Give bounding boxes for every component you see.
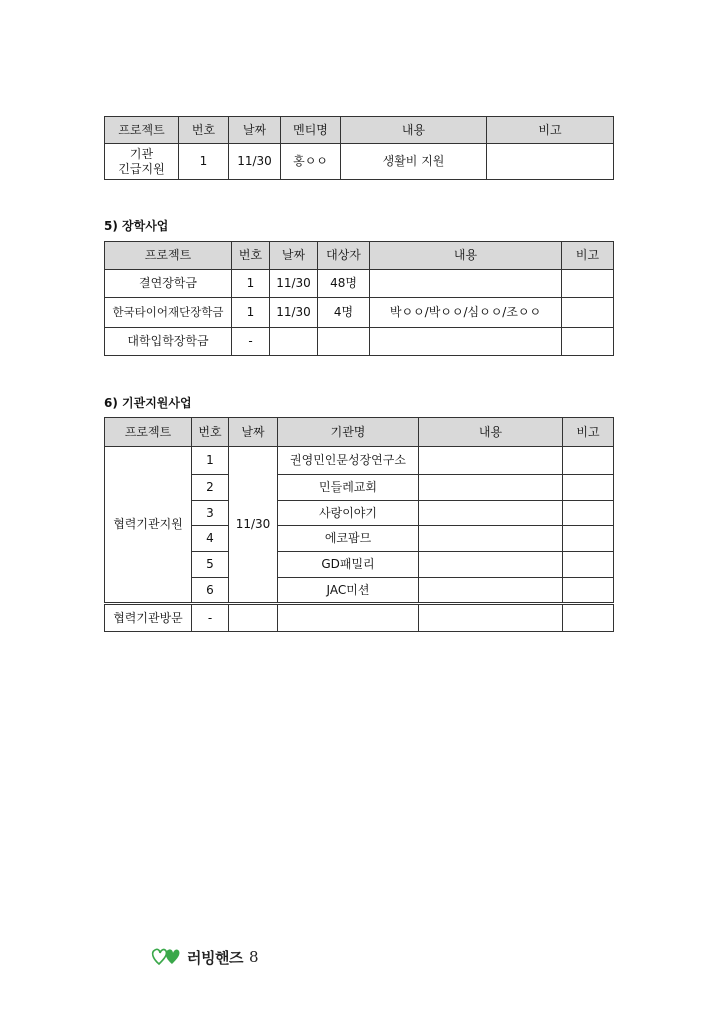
col-header-project: 프로젝트 <box>105 117 179 144</box>
project-cell: 협력기관방문 <box>105 604 192 632</box>
group-date-cell: 11/30 <box>229 447 278 604</box>
col-header-number: 번호 <box>179 117 229 144</box>
col-header-target: 대상자 <box>318 242 370 270</box>
number-cell: 1 <box>232 298 270 328</box>
target-cell: 4명 <box>318 298 370 328</box>
scholarship-table <box>104 241 614 356</box>
brand-name: 러빙핸즈 <box>187 948 243 967</box>
col-header-date: 날짜 <box>229 117 281 144</box>
table-row <box>105 298 614 328</box>
date-cell: 11/30 <box>270 270 318 298</box>
section-title-scholarship: 5) 장학사업 <box>104 219 169 233</box>
content-cell <box>419 552 563 578</box>
col-header-project: 프로젝트 <box>105 418 192 447</box>
section-title-institution-support: 6) 기관지원사업 <box>104 396 192 410</box>
col-header-number: 번호 <box>232 242 270 270</box>
col-header-note: 비고 <box>563 418 614 447</box>
date-cell: 11/30 <box>229 144 281 180</box>
table-row <box>105 447 614 475</box>
number-cell: 5 <box>192 552 229 578</box>
project-cell <box>105 144 179 180</box>
note-cell <box>563 552 614 578</box>
page-number: 8 <box>248 948 259 966</box>
number-cell: 1 <box>232 270 270 298</box>
col-header-content: 내용 <box>419 418 563 447</box>
project-cell: 대학입학장학금 <box>105 328 232 356</box>
org-cell <box>278 604 419 632</box>
content-cell: 박ㅇㅇ/박ㅇㅇ/심ㅇㅇ/조ㅇㅇ <box>370 298 562 328</box>
number-cell: 1 <box>192 447 229 475</box>
note-cell <box>487 144 614 180</box>
note-cell <box>563 447 614 475</box>
col-header-content: 내용 <box>341 117 487 144</box>
col-header-content: 내용 <box>370 242 562 270</box>
col-header-mentee: 멘티명 <box>281 117 341 144</box>
project-line-2: 긴급지원 <box>118 161 165 176</box>
table-row <box>105 328 614 356</box>
footer <box>150 945 259 969</box>
note-cell <box>563 475 614 501</box>
project-cell: 한국타이어재단장학금 <box>105 298 232 328</box>
number-cell: - <box>232 328 270 356</box>
col-header-number: 번호 <box>192 418 229 447</box>
content-cell <box>419 578 563 604</box>
note-cell <box>563 501 614 526</box>
col-header-note: 비고 <box>562 242 614 270</box>
date-cell <box>229 604 278 632</box>
number-cell: 2 <box>192 475 229 501</box>
col-header-date: 날짜 <box>229 418 278 447</box>
date-cell: 11/30 <box>270 298 318 328</box>
content-cell: 생활비 지원 <box>341 144 487 180</box>
institution-support-table <box>104 417 614 632</box>
org-cell: 권영민인문성장연구소 <box>278 447 419 475</box>
table-row <box>105 604 614 632</box>
org-cell: 민들레교회 <box>278 475 419 501</box>
number-cell: 4 <box>192 526 229 552</box>
target-cell: 48명 <box>318 270 370 298</box>
target-cell <box>318 328 370 356</box>
note-cell <box>562 270 614 298</box>
note-cell <box>562 328 614 356</box>
content-cell <box>419 604 563 632</box>
note-cell <box>563 604 614 632</box>
content-cell <box>419 526 563 552</box>
loving-hands-logo-icon <box>150 944 184 970</box>
org-cell: JAC미션 <box>278 578 419 604</box>
project-cell: 결연장학금 <box>105 270 232 298</box>
number-cell: 3 <box>192 501 229 526</box>
content-cell <box>370 328 562 356</box>
number-cell: - <box>192 604 229 632</box>
group-project-cell: 협력기관지원 <box>105 447 192 604</box>
col-header-date: 날짜 <box>270 242 318 270</box>
content-cell <box>419 501 563 526</box>
number-cell: 6 <box>192 578 229 604</box>
note-cell <box>563 578 614 604</box>
table-row <box>105 270 614 298</box>
col-header-org: 기관명 <box>278 418 419 447</box>
emergency-support-table <box>104 116 614 180</box>
org-cell: 에코팜므 <box>278 526 419 552</box>
table-row <box>105 144 614 180</box>
org-cell: GD패밀리 <box>278 552 419 578</box>
number-cell: 1 <box>179 144 229 180</box>
project-line-1: 기관 <box>129 146 154 161</box>
content-cell <box>370 270 562 298</box>
content-cell <box>419 475 563 501</box>
org-cell: 사랑이야기 <box>278 501 419 526</box>
note-cell <box>562 298 614 328</box>
col-header-project: 프로젝트 <box>105 242 232 270</box>
date-cell <box>270 328 318 356</box>
col-header-note: 비고 <box>487 117 614 144</box>
mentee-cell: 홍ㅇㅇ <box>281 144 341 180</box>
note-cell <box>563 526 614 552</box>
content-cell <box>419 447 563 475</box>
